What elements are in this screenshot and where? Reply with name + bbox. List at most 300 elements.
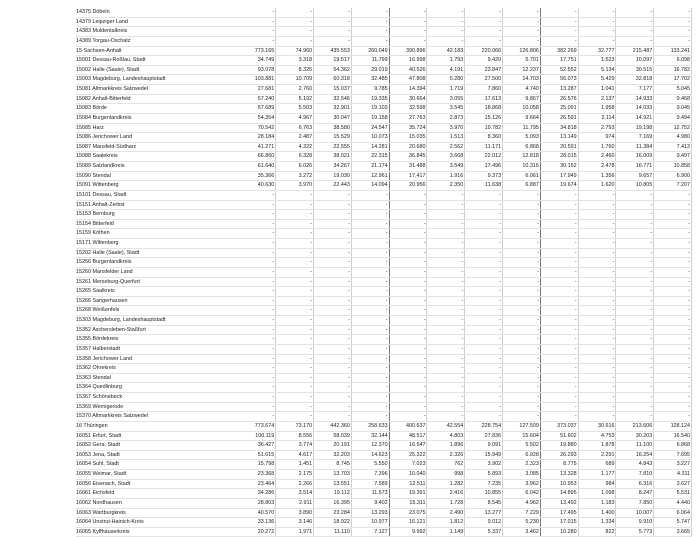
value-cell: - <box>540 17 578 27</box>
value-cell: - <box>427 344 465 354</box>
value-cell: - <box>238 200 276 210</box>
value-cell: - <box>314 210 352 220</box>
value-cell: - <box>389 412 427 422</box>
value-cell: 24.547 <box>351 123 389 133</box>
value-cell: 2.137 <box>578 94 616 104</box>
value-cell: - <box>238 267 276 277</box>
value-cell: 3.970 <box>427 123 465 133</box>
value-cell: - <box>351 248 389 258</box>
value-cell: - <box>238 383 276 393</box>
value-cell: - <box>238 335 276 345</box>
value-cell: 6.061 <box>503 171 541 181</box>
district-name-cell: 15362 Ohrekreis <box>76 364 238 374</box>
value-cell: - <box>238 393 276 403</box>
value-cell: - <box>616 335 654 345</box>
district-name-cell: 15364 Quedlinburg <box>76 383 238 393</box>
district-name-cell: 15171 Wittenberg <box>76 239 238 249</box>
value-cell: - <box>314 402 352 412</box>
district-name-cell: 15261 Merseburg-Querfurt <box>76 277 238 287</box>
value-cell: 16.254 <box>616 450 654 460</box>
value-cell: - <box>540 36 578 46</box>
value-cell: 382.269 <box>540 46 578 56</box>
value-cell: 30.515 <box>616 65 654 75</box>
district-name-cell: 16063 Wartburgkreis <box>76 508 238 518</box>
value-cell: 2.114 <box>578 113 616 123</box>
value-cell: - <box>351 8 389 17</box>
value-cell: 2.326 <box>427 450 465 460</box>
value-cell: - <box>503 17 541 27</box>
table-row <box>76 94 692 104</box>
value-cell: 13.328 <box>540 470 578 480</box>
value-cell: - <box>351 277 389 287</box>
value-cell: 2.460 <box>578 152 616 162</box>
value-cell: - <box>427 373 465 383</box>
value-cell: - <box>578 412 616 422</box>
table-row <box>76 248 692 258</box>
value-cell: 8.775 <box>540 460 578 470</box>
table-row <box>76 364 692 374</box>
value-cell: 42.183 <box>427 46 465 56</box>
value-cell: 23.464 <box>238 479 276 489</box>
value-cell: 7.850 <box>616 498 654 508</box>
value-cell: - <box>578 383 616 393</box>
value-cell: - <box>503 402 541 412</box>
value-cell: 12.511 <box>389 479 427 489</box>
value-cell: 4.962 <box>503 498 541 508</box>
district-name-cell: 16062 Nordhausen <box>76 498 238 508</box>
value-cell: 3.890 <box>276 508 314 518</box>
value-cell: - <box>540 316 578 326</box>
value-cell: 28.015 <box>540 152 578 162</box>
value-cell: 1.282 <box>427 479 465 489</box>
value-cell: 17.702 <box>654 75 692 85</box>
value-cell: 15.311 <box>389 498 427 508</box>
value-cell: - <box>238 17 276 27</box>
value-cell: 2.562 <box>427 142 465 152</box>
value-cell: - <box>540 210 578 220</box>
value-cell: - <box>389 364 427 374</box>
district-name-cell: 15202 Halle (Saale), Stadt <box>76 248 238 258</box>
value-cell: 5.280 <box>427 75 465 85</box>
value-cell: 1.183 <box>578 498 616 508</box>
value-cell: - <box>427 383 465 393</box>
value-cell: - <box>314 325 352 335</box>
district-name-cell: 15355 Bördekreis <box>76 335 238 345</box>
table-row <box>76 181 692 191</box>
table-row <box>76 27 692 37</box>
value-cell: - <box>503 258 541 268</box>
value-cell: - <box>578 344 616 354</box>
value-cell: - <box>654 296 692 306</box>
value-cell: 41.271 <box>238 142 276 152</box>
table-row <box>76 258 692 268</box>
district-name-cell: 15003 Magdeburg, Landeshauptstadt <box>76 75 238 85</box>
value-cell: - <box>465 267 503 277</box>
district-name-cell: 15154 Bitterfeld <box>76 219 238 229</box>
value-cell: 100.119 <box>238 431 276 441</box>
value-cell: 11.795 <box>503 123 541 133</box>
value-cell: 1.041 <box>578 85 616 95</box>
table-row <box>76 219 692 229</box>
table-row <box>76 508 692 518</box>
value-cell: 2.175 <box>276 470 314 480</box>
district-name-cell: 14375 Döbeln <box>76 8 238 17</box>
value-cell: - <box>616 402 654 412</box>
value-cell: - <box>654 306 692 316</box>
value-cell: - <box>616 8 654 17</box>
value-cell: 17.751 <box>540 56 578 66</box>
value-cell: 1.896 <box>427 441 465 451</box>
value-cell: - <box>389 239 427 249</box>
value-cell: 13.492 <box>540 498 578 508</box>
value-cell: 128.124 <box>654 421 692 431</box>
table-row <box>76 489 692 499</box>
value-cell: - <box>616 344 654 354</box>
value-cell: 66.860 <box>238 152 276 162</box>
value-cell: - <box>351 267 389 277</box>
value-cell: 2.793 <box>578 123 616 133</box>
district-name-cell: 16051 Erfurt, Stadt <box>76 431 238 441</box>
value-cell: - <box>616 296 654 306</box>
value-cell: - <box>427 325 465 335</box>
value-cell: 27.763 <box>389 113 427 123</box>
value-cell: - <box>276 383 314 393</box>
value-cell: 10.007 <box>616 508 654 518</box>
value-cell: - <box>389 277 427 287</box>
table-row <box>76 393 692 403</box>
value-cell: 35.724 <box>389 123 427 133</box>
value-cell: 7.207 <box>654 181 692 191</box>
value-cell: 34.286 <box>238 489 276 499</box>
value-cell: 10.953 <box>540 479 578 489</box>
value-cell: - <box>654 393 692 403</box>
value-cell: - <box>616 383 654 393</box>
value-cell: - <box>465 36 503 46</box>
value-cell: - <box>654 200 692 210</box>
value-cell: - <box>276 229 314 239</box>
value-cell: - <box>503 296 541 306</box>
value-cell: 7.177 <box>616 85 654 95</box>
value-cell: 14.281 <box>351 142 389 152</box>
value-cell: 5.550 <box>351 460 389 470</box>
value-cell: - <box>465 393 503 403</box>
table-row <box>76 402 692 412</box>
value-cell: 5.429 <box>578 75 616 85</box>
value-cell: 3.514 <box>276 489 314 499</box>
value-cell: 15.604 <box>503 431 541 441</box>
value-cell: 13.277 <box>465 508 503 518</box>
value-cell: 5.531 <box>654 489 692 499</box>
value-cell: 689 <box>578 460 616 470</box>
value-cell: 4.980 <box>654 133 692 143</box>
value-cell: - <box>389 36 427 46</box>
value-cell: 6.900 <box>654 171 692 181</box>
value-cell: - <box>389 17 427 27</box>
value-cell: 3.962 <box>503 479 541 489</box>
value-cell: - <box>578 364 616 374</box>
value-cell: 57.689 <box>238 104 276 114</box>
value-cell: 9.992 <box>389 527 427 537</box>
value-cell: 14.921 <box>616 113 654 123</box>
value-cell: - <box>616 277 654 287</box>
value-cell: 19.391 <box>389 489 427 499</box>
value-cell: - <box>654 8 692 17</box>
value-cell: 8.745 <box>314 460 352 470</box>
value-cell: - <box>389 354 427 364</box>
value-cell: - <box>540 402 578 412</box>
value-cell: 984 <box>578 479 616 489</box>
value-cell: - <box>427 364 465 374</box>
value-cell: 20.591 <box>540 142 578 152</box>
value-cell: 26.591 <box>540 113 578 123</box>
value-cell: 2.291 <box>578 450 616 460</box>
value-cell: - <box>427 248 465 258</box>
value-cell: 9.657 <box>616 171 654 181</box>
value-cell: - <box>654 248 692 258</box>
value-cell: - <box>654 383 692 393</box>
value-cell: - <box>503 277 541 287</box>
value-cell: - <box>427 200 465 210</box>
value-cell: - <box>578 296 616 306</box>
value-cell: 26.293 <box>540 450 578 460</box>
value-cell: 16.009 <box>616 152 654 162</box>
value-cell: 5.701 <box>503 56 541 66</box>
value-cell: 10.280 <box>540 527 578 537</box>
district-name-cell: 16 Thüringen <box>76 421 238 431</box>
value-cell: - <box>465 296 503 306</box>
district-name-cell: 15153 Bernburg <box>76 210 238 220</box>
value-cell: 14.623 <box>351 450 389 460</box>
value-cell: 17.417 <box>389 171 427 181</box>
value-cell: - <box>238 258 276 268</box>
value-cell: - <box>654 354 692 364</box>
value-cell: - <box>503 306 541 316</box>
value-cell: 5.045 <box>654 85 692 95</box>
table-row <box>76 142 692 152</box>
value-cell: 7.396 <box>351 470 389 480</box>
value-cell: - <box>578 27 616 37</box>
value-cell: - <box>389 316 427 326</box>
value-cell: - <box>314 287 352 297</box>
value-cell: 9.785 <box>351 85 389 95</box>
value-cell: 32.485 <box>351 75 389 85</box>
value-cell: - <box>238 325 276 335</box>
value-cell: - <box>238 316 276 326</box>
value-cell: - <box>578 393 616 403</box>
value-cell: 16.540 <box>654 431 692 441</box>
value-cell: 22.315 <box>351 152 389 162</box>
value-cell: - <box>465 287 503 297</box>
value-cell: - <box>314 229 352 239</box>
value-cell: 3.272 <box>276 171 314 181</box>
value-cell: 14.933 <box>616 94 654 104</box>
value-cell: 9.373 <box>465 171 503 181</box>
value-cell: 73.170 <box>276 421 314 431</box>
value-cell: 19.103 <box>351 104 389 114</box>
value-cell: 23.284 <box>314 508 352 518</box>
value-cell: - <box>465 383 503 393</box>
value-cell: - <box>540 296 578 306</box>
value-cell: - <box>427 219 465 229</box>
table-row-region <box>76 421 692 431</box>
district-name-cell: 15089 Salzlandkreis <box>76 162 238 172</box>
value-cell: 2.760 <box>276 85 314 95</box>
value-cell: - <box>314 219 352 229</box>
data-table-sheet <box>76 8 692 537</box>
value-cell: 16.121 <box>389 518 427 528</box>
value-cell: 30.152 <box>540 162 578 172</box>
value-cell: 20.956 <box>389 181 427 191</box>
value-cell: 48.517 <box>389 431 427 441</box>
value-cell: - <box>503 8 541 17</box>
value-cell: - <box>314 344 352 354</box>
value-cell: - <box>238 364 276 374</box>
value-cell: - <box>465 277 503 287</box>
value-cell: 18.868 <box>465 104 503 114</box>
value-cell: - <box>276 200 314 210</box>
value-cell: 9.664 <box>503 113 541 123</box>
value-cell: - <box>578 277 616 287</box>
district-name-cell: 15087 Mansfeld-Südharz <box>76 142 238 152</box>
value-cell: - <box>654 402 692 412</box>
value-cell: 11.384 <box>616 142 654 152</box>
value-cell: - <box>351 383 389 393</box>
table-row <box>76 470 692 480</box>
value-cell: 7.229 <box>503 508 541 518</box>
value-cell: 9.012 <box>465 518 503 528</box>
value-cell: - <box>276 402 314 412</box>
district-name-cell: 15367 Schönebeck <box>76 393 238 403</box>
value-cell: - <box>276 364 314 374</box>
table-row <box>76 479 692 489</box>
value-cell: 5.093 <box>503 133 541 143</box>
value-cell: - <box>238 190 276 200</box>
value-cell: 20.680 <box>389 142 427 152</box>
table-row <box>76 36 692 46</box>
table-row <box>76 133 692 143</box>
value-cell: - <box>616 210 654 220</box>
value-cell: 7.169 <box>616 133 654 143</box>
value-cell: - <box>578 200 616 210</box>
value-cell: - <box>389 296 427 306</box>
value-cell: - <box>351 258 389 268</box>
value-cell: 7.127 <box>351 527 389 537</box>
value-cell: - <box>314 36 352 46</box>
value-cell: 258.633 <box>351 421 389 431</box>
value-cell: 5.773 <box>616 527 654 537</box>
table-row <box>76 344 692 354</box>
value-cell: 20.272 <box>238 527 276 537</box>
table-row <box>76 171 692 181</box>
value-cell: - <box>540 344 578 354</box>
value-cell: - <box>503 267 541 277</box>
value-cell: 27.836 <box>465 431 503 441</box>
value-cell: - <box>540 258 578 268</box>
value-cell: 15.035 <box>389 133 427 143</box>
value-cell: - <box>540 229 578 239</box>
value-cell: 14.033 <box>616 104 654 114</box>
value-cell: - <box>654 287 692 297</box>
value-cell: - <box>503 219 541 229</box>
value-cell: 5.747 <box>654 518 692 528</box>
value-cell: 4.753 <box>578 431 616 441</box>
value-cell: 32.203 <box>314 450 352 460</box>
value-cell: - <box>238 277 276 287</box>
value-cell: 1.719 <box>427 85 465 95</box>
value-cell: 6.868 <box>503 142 541 152</box>
value-cell: - <box>276 344 314 354</box>
value-cell: - <box>314 306 352 316</box>
value-cell: 12.961 <box>351 171 389 181</box>
district-name-cell: 15088 Saalekreis <box>76 152 238 162</box>
value-cell: - <box>314 354 352 364</box>
value-cell: 6.316 <box>616 479 654 489</box>
value-cell: - <box>503 210 541 220</box>
table-row <box>76 325 692 335</box>
district-name-cell: 16055 Weimar, Stadt <box>76 470 238 480</box>
value-cell: - <box>578 190 616 200</box>
value-cell: - <box>465 258 503 268</box>
value-cell: 11.573 <box>351 489 389 499</box>
value-cell: 2.911 <box>276 498 314 508</box>
value-cell: 35.366 <box>238 171 276 181</box>
value-cell: - <box>389 393 427 403</box>
district-name-cell: 15256 Burgenlandkreis <box>76 258 238 268</box>
value-cell: - <box>314 267 352 277</box>
value-cell: 400.637 <box>389 421 427 431</box>
value-cell: - <box>389 267 427 277</box>
value-cell: - <box>503 36 541 46</box>
value-cell: - <box>616 27 654 37</box>
value-cell: - <box>351 412 389 422</box>
value-cell: 9.468 <box>654 94 692 104</box>
table-row <box>76 412 692 422</box>
value-cell: - <box>654 373 692 383</box>
table-row <box>76 316 692 326</box>
value-cell: 4.191 <box>427 65 465 75</box>
table-row <box>76 383 692 393</box>
value-cell: 30.203 <box>616 431 654 441</box>
value-cell: - <box>351 354 389 364</box>
value-cell: 28.803 <box>238 498 276 508</box>
value-cell: 16.547 <box>389 441 427 451</box>
value-cell: 8.247 <box>616 489 654 499</box>
value-cell: 442.360 <box>314 421 352 431</box>
value-cell: - <box>503 354 541 364</box>
value-cell: 9.867 <box>503 94 541 104</box>
value-cell: 28.184 <box>238 133 276 143</box>
value-cell: - <box>351 325 389 335</box>
value-cell: - <box>465 248 503 258</box>
value-cell: - <box>540 8 578 17</box>
value-cell: 213.606 <box>616 421 654 431</box>
district-name-cell: 15363 Stendal <box>76 373 238 383</box>
table-row <box>76 287 692 297</box>
district-name-cell: 14383 Muldentalkreis <box>76 27 238 37</box>
value-cell: - <box>540 200 578 210</box>
value-cell: - <box>654 267 692 277</box>
value-cell: - <box>465 200 503 210</box>
value-cell: 10.858 <box>654 162 692 172</box>
value-cell: - <box>276 267 314 277</box>
value-cell: 10.316 <box>503 162 541 172</box>
value-cell: 3.902 <box>465 460 503 470</box>
value-cell: 974 <box>578 133 616 143</box>
value-cell: - <box>503 364 541 374</box>
value-cell: 2.487 <box>276 133 314 143</box>
district-name-cell: 15268 Weißenfels <box>76 306 238 316</box>
value-cell: - <box>238 239 276 249</box>
